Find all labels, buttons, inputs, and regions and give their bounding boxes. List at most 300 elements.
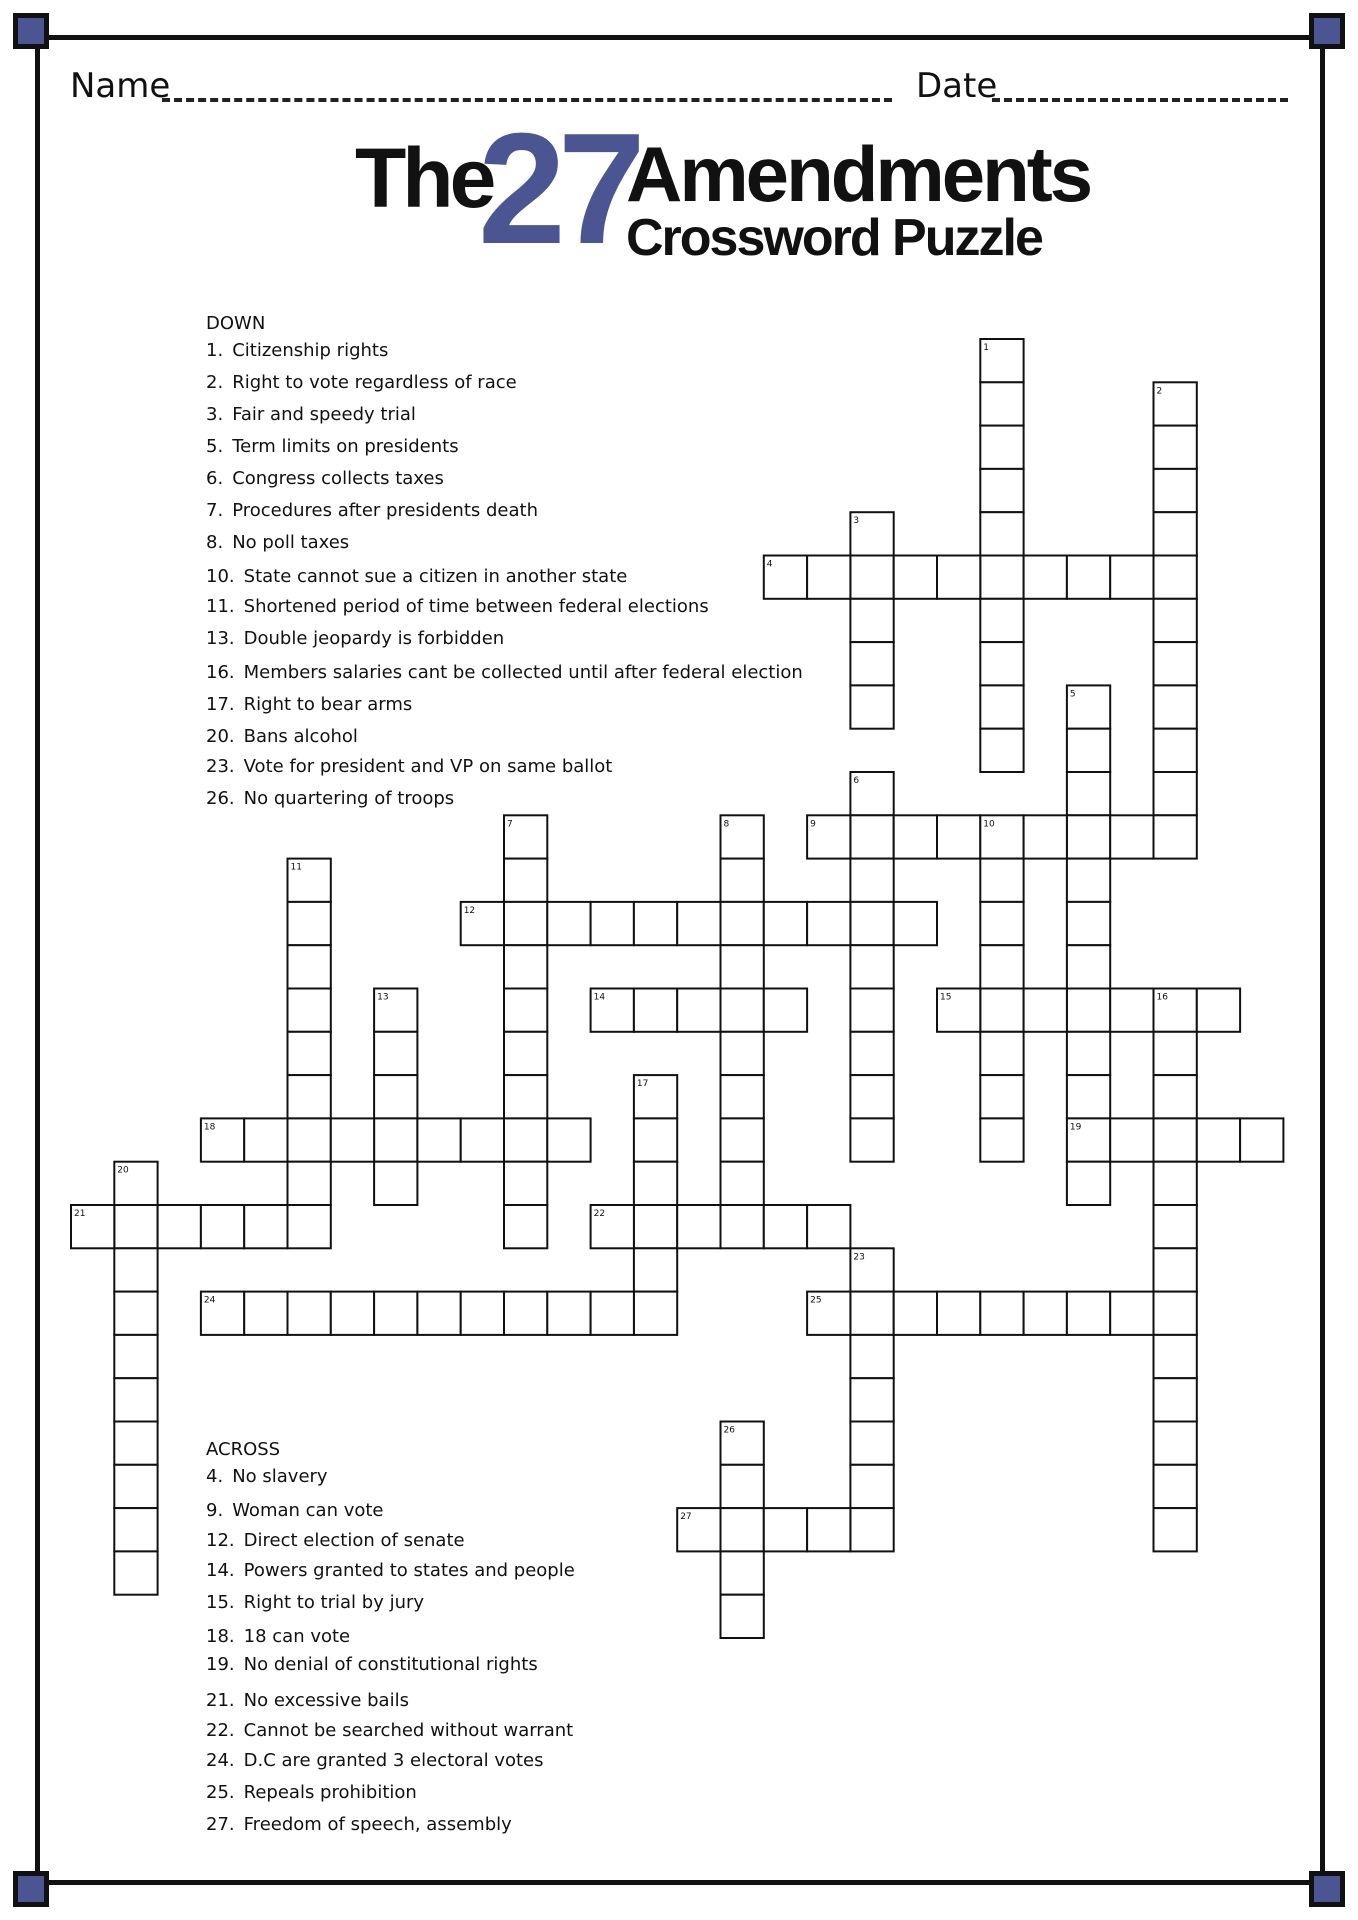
crossword-cell[interactable] bbox=[850, 1335, 893, 1378]
cell-number: 2 bbox=[1156, 386, 1163, 397]
crossword-cell[interactable] bbox=[980, 989, 1023, 1032]
across-clue-text: Powers granted to states and people bbox=[243, 1560, 575, 1581]
crossword-cell[interactable] bbox=[1154, 1508, 1197, 1551]
cell-number: 27 bbox=[680, 1512, 692, 1523]
down-clue bbox=[206, 628, 504, 649]
crossword-cell[interactable] bbox=[850, 599, 893, 642]
crossword-cell[interactable] bbox=[850, 1292, 893, 1335]
down-clue bbox=[206, 694, 412, 715]
crossword-cell[interactable] bbox=[677, 1508, 720, 1551]
crossword-cell[interactable] bbox=[1067, 772, 1110, 815]
down-clue bbox=[206, 372, 517, 393]
across-clue bbox=[206, 1720, 573, 1741]
crossword-cell[interactable] bbox=[1154, 772, 1197, 815]
across-clue-number: 4. bbox=[206, 1466, 224, 1487]
down-clue-text: Double jeopardy is forbidden bbox=[243, 628, 505, 649]
crossword-cell[interactable] bbox=[1154, 556, 1197, 599]
crossword-cell[interactable] bbox=[807, 556, 850, 599]
down-clue-text: State cannot sue a citizen in another state bbox=[243, 566, 628, 587]
crossword-cell[interactable] bbox=[677, 1205, 720, 1248]
cell-number: 22 bbox=[593, 1209, 606, 1219]
date-field[interactable] bbox=[992, 98, 1288, 102]
down-clue bbox=[206, 532, 349, 553]
down-clue bbox=[206, 404, 416, 425]
down-clue-text: Vote for president and VP on same ballot bbox=[243, 756, 613, 777]
crossword-cell[interactable] bbox=[980, 642, 1023, 685]
crossword-cell[interactable] bbox=[1154, 642, 1197, 685]
across-clue-number: 15. bbox=[206, 1592, 235, 1613]
crossword-cell[interactable] bbox=[158, 1205, 201, 1248]
crossword-cell[interactable] bbox=[634, 989, 677, 1032]
crossword-cell[interactable] bbox=[201, 1118, 244, 1161]
crossword-cell[interactable] bbox=[374, 1162, 417, 1205]
down-clue-text: Term limits on presidents bbox=[232, 436, 459, 457]
crossword-cell[interactable] bbox=[721, 1422, 764, 1465]
crossword-cell[interactable] bbox=[504, 1032, 547, 1075]
corner-ornament-top-right bbox=[1309, 13, 1345, 49]
crossword-cell[interactable] bbox=[591, 902, 634, 945]
crossword-cell[interactable] bbox=[504, 945, 547, 988]
down-clue-text: Shortened period of time between federal elections bbox=[243, 596, 709, 617]
crossword-cell[interactable] bbox=[721, 1075, 764, 1118]
crossword-cell[interactable] bbox=[807, 1205, 850, 1248]
across-clue-text: Direct election of senate bbox=[243, 1530, 465, 1551]
crossword-cell[interactable] bbox=[850, 556, 893, 599]
crossword-cell[interactable] bbox=[980, 945, 1023, 988]
crossword-cell[interactable] bbox=[980, 556, 1023, 599]
crossword-cell[interactable] bbox=[504, 1205, 547, 1248]
crossword-cell[interactable] bbox=[764, 1205, 807, 1248]
crossword-cell[interactable] bbox=[634, 902, 677, 945]
crossword-cell[interactable] bbox=[114, 1162, 157, 1205]
across-clue-text: Repeals prohibition bbox=[243, 1782, 417, 1803]
cell-number: 24 bbox=[203, 1295, 216, 1306]
cell-number: 11 bbox=[290, 862, 302, 873]
crossword-cell[interactable] bbox=[850, 685, 893, 728]
crossword-cell[interactable] bbox=[850, 859, 893, 902]
down-clue-number: 26. bbox=[206, 788, 235, 809]
crossword-cell[interactable] bbox=[721, 1551, 764, 1594]
crossword-cell[interactable] bbox=[980, 1118, 1023, 1161]
crossword-cell[interactable] bbox=[980, 902, 1023, 945]
crossword-cell[interactable] bbox=[114, 1205, 157, 1248]
cell-number: 4 bbox=[766, 559, 773, 570]
crossword-cell[interactable] bbox=[677, 902, 720, 945]
crossword-cell[interactable] bbox=[850, 1422, 893, 1465]
crossword-cell[interactable] bbox=[980, 859, 1023, 902]
cell-number: 20 bbox=[117, 1165, 129, 1176]
crossword-cell[interactable] bbox=[374, 989, 417, 1032]
crossword-cell[interactable] bbox=[850, 1248, 893, 1291]
crossword-cell[interactable] bbox=[288, 1118, 331, 1161]
crossword-cell[interactable] bbox=[374, 1292, 417, 1335]
crossword-cell[interactable] bbox=[1197, 1118, 1240, 1161]
title-number: 27 bbox=[478, 101, 638, 277]
crossword-cell[interactable] bbox=[547, 1118, 590, 1161]
crossword-cell[interactable] bbox=[850, 772, 893, 815]
crossword-cell[interactable] bbox=[1067, 1118, 1110, 1161]
cell-number: 17 bbox=[636, 1079, 649, 1090]
cell-number: 25 bbox=[810, 1295, 822, 1306]
crossword-cell[interactable] bbox=[504, 815, 547, 858]
across-clue bbox=[206, 1814, 512, 1835]
crossword-cell[interactable] bbox=[331, 1118, 374, 1161]
crossword-cell[interactable] bbox=[1154, 685, 1197, 728]
title-subtitle: Crossword Puzzle bbox=[626, 209, 1042, 267]
crossword-cell[interactable] bbox=[1154, 1032, 1197, 1075]
across-clue-number: 9. bbox=[206, 1500, 224, 1521]
crossword-cell[interactable] bbox=[1154, 1465, 1197, 1508]
crossword-cell[interactable] bbox=[1067, 685, 1110, 728]
crossword-cell[interactable] bbox=[721, 815, 764, 858]
crossword-cell[interactable] bbox=[980, 426, 1023, 469]
crossword-cell[interactable] bbox=[1024, 815, 1067, 858]
crossword-cell[interactable] bbox=[114, 1335, 157, 1378]
crossword-cell[interactable] bbox=[504, 859, 547, 902]
down-clue bbox=[206, 596, 709, 617]
across-clue bbox=[206, 1466, 328, 1487]
crossword-cell[interactable] bbox=[634, 1075, 677, 1118]
down-clue-text: No quartering of troops bbox=[243, 788, 455, 809]
crossword-cell[interactable] bbox=[1067, 729, 1110, 772]
crossword-cell[interactable] bbox=[937, 815, 980, 858]
crossword-cell[interactable] bbox=[721, 1465, 764, 1508]
across-clue bbox=[206, 1782, 417, 1803]
down-clue-text: Citizenship rights bbox=[232, 340, 389, 361]
crossword-cell[interactable] bbox=[1067, 1075, 1110, 1118]
crossword-cell[interactable] bbox=[1067, 1032, 1110, 1075]
cell-number: 7 bbox=[507, 819, 513, 830]
crossword-cell[interactable] bbox=[1154, 1378, 1197, 1421]
crossword-cell[interactable] bbox=[850, 642, 893, 685]
down-clue-text: Members salaries cant be collected until after federal election bbox=[243, 662, 803, 683]
crossword-cell[interactable] bbox=[417, 1118, 460, 1161]
crossword-cell[interactable] bbox=[114, 1465, 157, 1508]
crossword-cell[interactable] bbox=[114, 1508, 157, 1551]
crossword-cell[interactable] bbox=[374, 1075, 417, 1118]
down-clue bbox=[206, 726, 358, 747]
cell-number: 23 bbox=[853, 1252, 865, 1263]
crossword-cell[interactable] bbox=[807, 902, 850, 945]
across-clue-text: No excessive bails bbox=[243, 1690, 409, 1711]
crossword-cell[interactable] bbox=[288, 1032, 331, 1075]
down-clue-number: 20. bbox=[206, 726, 235, 747]
crossword-cell[interactable] bbox=[937, 989, 980, 1032]
crossword-cell[interactable] bbox=[1154, 512, 1197, 555]
crossword-cell[interactable] bbox=[461, 902, 504, 945]
title-the: The bbox=[355, 131, 493, 225]
crossword-cell[interactable] bbox=[71, 1205, 114, 1248]
crossword-cell[interactable] bbox=[1067, 556, 1110, 599]
down-clue bbox=[206, 340, 388, 361]
crossword-cell[interactable] bbox=[721, 859, 764, 902]
crossword-cell[interactable] bbox=[1154, 1292, 1197, 1335]
down-heading: DOWN bbox=[206, 313, 266, 334]
crossword-cell[interactable] bbox=[1197, 989, 1240, 1032]
crossword-cell[interactable] bbox=[504, 1292, 547, 1335]
crossword-cell[interactable] bbox=[980, 339, 1023, 382]
across-clue-number: 27. bbox=[206, 1814, 235, 1835]
cell-number: 14 bbox=[593, 992, 606, 1003]
down-clue bbox=[206, 756, 612, 777]
crossword-cell[interactable] bbox=[634, 1162, 677, 1205]
across-clue bbox=[206, 1626, 350, 1647]
crossword-cell[interactable] bbox=[1154, 1118, 1197, 1161]
cell-number: 1 bbox=[983, 343, 990, 353]
crossword-cell[interactable] bbox=[288, 1292, 331, 1335]
crossword-cell[interactable] bbox=[850, 945, 893, 988]
down-clue bbox=[206, 566, 627, 587]
crossword-cell[interactable] bbox=[244, 1292, 287, 1335]
down-clue-text: Fair and speedy trial bbox=[232, 404, 416, 425]
across-clue bbox=[206, 1750, 544, 1771]
cell-number: 21 bbox=[74, 1209, 86, 1219]
title-amendments: Amendments bbox=[626, 130, 1091, 218]
down-clue-text: No poll taxes bbox=[232, 532, 350, 553]
name-label: Name bbox=[70, 66, 171, 106]
crossword-cell[interactable] bbox=[764, 1508, 807, 1551]
crossword-cell[interactable] bbox=[331, 1292, 374, 1335]
crossword-cell[interactable] bbox=[894, 902, 937, 945]
crossword-cell[interactable] bbox=[721, 902, 764, 945]
cell-number: 16 bbox=[1156, 992, 1168, 1003]
crossword-cell[interactable] bbox=[850, 512, 893, 555]
crossword-cell[interactable] bbox=[850, 1378, 893, 1421]
crossword-cell[interactable] bbox=[1154, 729, 1197, 772]
down-clue bbox=[206, 500, 538, 521]
crossword-cell[interactable] bbox=[1067, 1292, 1110, 1335]
across-clue-text: Woman can vote bbox=[232, 1500, 384, 1521]
cell-number: 8 bbox=[723, 819, 730, 830]
corner-ornament-top-left bbox=[13, 13, 49, 49]
across-clue-text: No denial of constitutional rights bbox=[243, 1654, 538, 1675]
crossword-cell[interactable] bbox=[504, 989, 547, 1032]
crossword-cell[interactable] bbox=[894, 556, 937, 599]
down-clue-number: 7. bbox=[206, 500, 224, 521]
cell-number: 10 bbox=[983, 819, 995, 830]
crossword-cell[interactable] bbox=[721, 1508, 764, 1551]
crossword-cell[interactable] bbox=[591, 1205, 634, 1248]
down-clue-number: 13. bbox=[206, 628, 235, 649]
crossword-cell[interactable] bbox=[1154, 1162, 1197, 1205]
crossword-cell[interactable] bbox=[634, 1118, 677, 1161]
down-clue-number: 10. bbox=[206, 566, 235, 587]
crossword-cell[interactable] bbox=[980, 382, 1023, 425]
crossword-cell[interactable] bbox=[591, 989, 634, 1032]
across-clue-number: 25. bbox=[206, 1782, 235, 1803]
crossword-cell[interactable] bbox=[807, 1292, 850, 1335]
crossword-cell[interactable] bbox=[634, 1248, 677, 1291]
cell-number: 13 bbox=[377, 992, 389, 1003]
crossword-cell[interactable] bbox=[980, 469, 1023, 512]
across-clue-number: 19. bbox=[206, 1654, 235, 1675]
crossword-cell[interactable] bbox=[980, 1292, 1023, 1335]
corner-ornament-bottom-right bbox=[1309, 1871, 1345, 1907]
crossword-cell[interactable] bbox=[1240, 1118, 1283, 1161]
crossword-cell[interactable] bbox=[677, 989, 720, 1032]
down-clue bbox=[206, 662, 803, 683]
crossword-cell[interactable] bbox=[114, 1378, 157, 1421]
crossword-cell[interactable] bbox=[980, 512, 1023, 555]
across-clue-text: Cannot be searched without warrant bbox=[243, 1720, 574, 1741]
crossword-cell[interactable] bbox=[1024, 556, 1067, 599]
down-clue-number: 1. bbox=[206, 340, 224, 361]
crossword-cell[interactable] bbox=[1067, 815, 1110, 858]
crossword-cell[interactable] bbox=[850, 1118, 893, 1161]
crossword-cell[interactable] bbox=[1067, 902, 1110, 945]
crossword-cell[interactable] bbox=[980, 1032, 1023, 1075]
crossword-cell[interactable] bbox=[504, 1162, 547, 1205]
down-clue bbox=[206, 788, 454, 809]
crossword-cell[interactable] bbox=[1110, 1292, 1153, 1335]
crossword-cell[interactable] bbox=[721, 989, 764, 1032]
crossword-cell[interactable] bbox=[1110, 815, 1153, 858]
crossword-cell[interactable] bbox=[504, 902, 547, 945]
crossword-cell[interactable] bbox=[937, 1292, 980, 1335]
crossword-cell[interactable] bbox=[114, 1248, 157, 1291]
crossword-cell[interactable] bbox=[1067, 945, 1110, 988]
across-clue bbox=[206, 1654, 538, 1675]
date-label: Date bbox=[916, 66, 998, 106]
down-clue-text: Procedures after presidents death bbox=[232, 500, 538, 521]
down-clue-number: 11. bbox=[206, 596, 235, 617]
crossword-cell[interactable] bbox=[547, 1292, 590, 1335]
crossword-cell[interactable] bbox=[1024, 989, 1067, 1032]
down-clue-number: 16. bbox=[206, 662, 235, 683]
crossword-cell[interactable] bbox=[114, 1422, 157, 1465]
crossword-cell[interactable] bbox=[634, 1292, 677, 1335]
down-clue bbox=[206, 468, 444, 489]
crossword-cell[interactable] bbox=[374, 1032, 417, 1075]
crossword-cell[interactable] bbox=[288, 1075, 331, 1118]
across-clue-number: 24. bbox=[206, 1750, 235, 1771]
across-clue-text: 18 can vote bbox=[243, 1626, 351, 1647]
crossword-cell[interactable] bbox=[721, 1032, 764, 1075]
crossword-cell[interactable] bbox=[114, 1551, 157, 1594]
crossword-cell[interactable] bbox=[764, 989, 807, 1032]
crossword-cell[interactable] bbox=[721, 1118, 764, 1161]
crossword-cell[interactable] bbox=[244, 1205, 287, 1248]
crossword-cell[interactable] bbox=[850, 1465, 893, 1508]
crossword-cell[interactable] bbox=[807, 815, 850, 858]
down-clue-number: 6. bbox=[206, 468, 224, 489]
across-clue bbox=[206, 1530, 465, 1551]
crossword-cell[interactable] bbox=[1154, 469, 1197, 512]
crossword-cell[interactable] bbox=[201, 1205, 244, 1248]
crossword-cell[interactable] bbox=[461, 1292, 504, 1335]
crossword-cell[interactable] bbox=[1154, 426, 1197, 469]
crossword-cell[interactable] bbox=[721, 1162, 764, 1205]
crossword-cell[interactable] bbox=[894, 815, 937, 858]
crossword-cell[interactable] bbox=[288, 945, 331, 988]
crossword-cell[interactable] bbox=[894, 1292, 937, 1335]
crossword-cell[interactable] bbox=[634, 1205, 677, 1248]
crossword-cell[interactable] bbox=[1154, 599, 1197, 642]
crossword-cell[interactable] bbox=[850, 815, 893, 858]
crossword-cell[interactable] bbox=[417, 1292, 460, 1335]
across-clue-number: 22. bbox=[206, 1720, 235, 1741]
crossword-cell[interactable] bbox=[980, 729, 1023, 772]
down-clue-text: Right to vote regardless of race bbox=[232, 372, 517, 393]
cell-number: 18 bbox=[203, 1122, 216, 1133]
crossword-cell[interactable] bbox=[288, 859, 331, 902]
down-clue-number: 23. bbox=[206, 756, 235, 777]
crossword-cell[interactable] bbox=[1110, 1118, 1153, 1161]
crossword-cell[interactable] bbox=[850, 1508, 893, 1551]
crossword-cell[interactable] bbox=[288, 989, 331, 1032]
down-clue-number: 5. bbox=[206, 436, 224, 457]
crossword-cell[interactable] bbox=[288, 1162, 331, 1205]
crossword-cell[interactable] bbox=[1110, 556, 1153, 599]
crossword-cell[interactable] bbox=[114, 1292, 157, 1335]
across-clue-number: 14. bbox=[206, 1560, 235, 1581]
crossword-cell[interactable] bbox=[1154, 1205, 1197, 1248]
crossword-cell[interactable] bbox=[201, 1292, 244, 1335]
cell-number: 9 bbox=[810, 819, 816, 830]
crossword-cell[interactable] bbox=[850, 989, 893, 1032]
crossword-cell[interactable] bbox=[288, 902, 331, 945]
cell-number: 15 bbox=[940, 992, 952, 1003]
crossword-cell[interactable] bbox=[721, 945, 764, 988]
crossword-cell[interactable] bbox=[1067, 989, 1110, 1032]
crossword-cell[interactable] bbox=[461, 1118, 504, 1161]
down-clue-number: 2. bbox=[206, 372, 224, 393]
crossword-cell[interactable] bbox=[850, 902, 893, 945]
corner-ornament-bottom-left bbox=[13, 1871, 49, 1907]
crossword-cell[interactable] bbox=[850, 1075, 893, 1118]
across-clue bbox=[206, 1690, 409, 1711]
across-clue bbox=[206, 1592, 424, 1613]
crossword-cell[interactable] bbox=[980, 685, 1023, 728]
cell-number: 3 bbox=[853, 516, 860, 527]
down-clue-text: Bans alcohol bbox=[243, 726, 358, 747]
crossword-cell[interactable] bbox=[980, 815, 1023, 858]
crossword-cell[interactable] bbox=[1154, 989, 1197, 1032]
crossword-cell[interactable] bbox=[764, 902, 807, 945]
crossword-cell[interactable] bbox=[504, 1118, 547, 1161]
crossword-cell[interactable] bbox=[1154, 1248, 1197, 1291]
crossword-cell[interactable] bbox=[504, 1075, 547, 1118]
crossword-cell[interactable] bbox=[1154, 1335, 1197, 1378]
crossword-cell[interactable] bbox=[807, 1508, 850, 1551]
crossword-cell[interactable] bbox=[547, 902, 590, 945]
crossword-cell[interactable] bbox=[1067, 1162, 1110, 1205]
across-clue-text: Right to trial by jury bbox=[243, 1592, 425, 1613]
crossword-cell[interactable] bbox=[1024, 1292, 1067, 1335]
crossword-cell[interactable] bbox=[980, 599, 1023, 642]
crossword-cell[interactable] bbox=[980, 1075, 1023, 1118]
crossword-cell[interactable] bbox=[1110, 989, 1153, 1032]
crossword-cell[interactable] bbox=[1154, 1075, 1197, 1118]
crossword-cell[interactable] bbox=[1067, 859, 1110, 902]
crossword-cell[interactable] bbox=[937, 556, 980, 599]
crossword-cell[interactable] bbox=[1154, 1422, 1197, 1465]
crossword-cell[interactable] bbox=[1154, 382, 1197, 425]
down-clue-text: Right to bear arms bbox=[243, 694, 413, 715]
crossword-cell[interactable] bbox=[374, 1118, 417, 1161]
cell-number: 5 bbox=[1069, 689, 1076, 700]
crossword-cell[interactable] bbox=[288, 1205, 331, 1248]
crossword-cell[interactable] bbox=[244, 1118, 287, 1161]
crossword-cell[interactable] bbox=[591, 1292, 634, 1335]
crossword-cell[interactable] bbox=[1154, 815, 1197, 858]
crossword-cell[interactable] bbox=[850, 1032, 893, 1075]
cell-number: 26 bbox=[723, 1425, 735, 1436]
crossword-cell[interactable] bbox=[721, 1595, 764, 1638]
crossword-cell[interactable] bbox=[764, 556, 807, 599]
across-clue-number: 21. bbox=[206, 1690, 235, 1711]
crossword-cell[interactable] bbox=[721, 1205, 764, 1248]
